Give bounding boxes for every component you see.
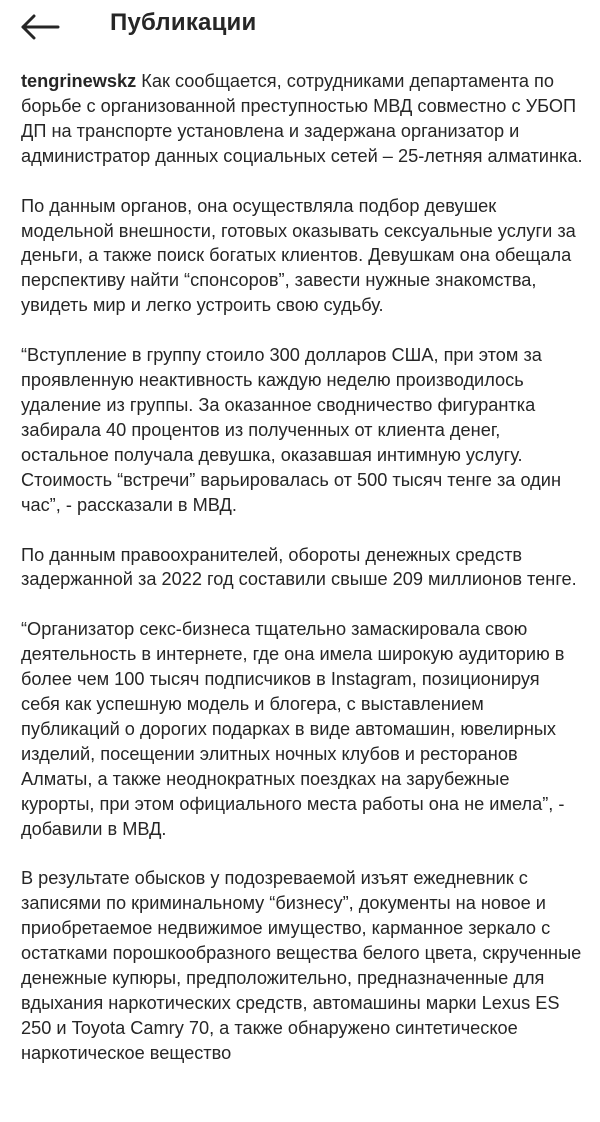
caption-paragraph (21, 69, 583, 169)
caption-paragraph: “Организатор секс-бизнеса тщательно замаскировала свою деятельность в интернете, где она имела широкую аудиторию в более чем 100 тысяч подписчиков в Instagram, позиционируя себя как успешную модель и блогера, с выставлением публикаций о дорогих подарках в виде автомашин, ювелирных изделий, посещении элитных ночных клубов и ресторанов Алматы, а также неоднократных поездках на зарубежные курорты, при этом официального места работы она не имела”, - добавили в МВД. (21, 619, 565, 839)
caption-text: Как сообщается, сотрудниками департамента по борьбе с организованной преступностью МВД совместно с УБОП ДП на транспорте установлена и задержана организатор и администратор данных социальных сетей – 25-летняя алматинка. (21, 71, 583, 166)
username-link[interactable]: tengrinewskz (21, 71, 137, 91)
back-button[interactable] (20, 8, 64, 46)
caption-paragraph: “Вступление в группу стоило 300 долларов США, при этом за проявленную неактивность каждую неделю производилось удаление из группы. За оказанное сводничество фигурантка забирала 40 процентов из полученных от клиента денег, остальное получала девушка, оказавшая интимную услугу. Стоимость “встречи” варьировалась от 500 тысяч тенге за один час”, - рассказали в МВД. (21, 345, 561, 515)
post-caption (21, 69, 583, 1091)
top-bar (0, 0, 600, 54)
page-title: Публикации (110, 9, 257, 36)
caption-paragraph: В результате обысков у подозреваемой изъят ежедневник с записями по криминальному “бизнесу”, документы на новое и приобретаемое недвижимое имущество, карманное зеркало с остатками порошкообразного вещества белого цвета, скрученные денежные купюры, предположительно, предназначенные для вдыхания наркотических средств, автомашины марки Lexus ES 250 и Toyota Camry 70, а также обнаружено синтетическое наркотическое вещество (21, 868, 582, 1063)
arrow-left-icon (20, 14, 60, 40)
caption-paragraph: По данным правоохранителей, обороты денежных средств задержанной за 2022 год составили свыше 209 миллионов тенге. (21, 544, 577, 590)
caption-paragraph: По данным органов, она осуществляла подбор девушек модельной внешности, готовых оказывать сексуальные услуги за деньги, а также поиск богатых клиентов. Девушкам она обещала перспективу найти “спонсоров”, завести нужные знакомства, увидеть мир и легко устроить свою судьбу. (21, 195, 576, 316)
